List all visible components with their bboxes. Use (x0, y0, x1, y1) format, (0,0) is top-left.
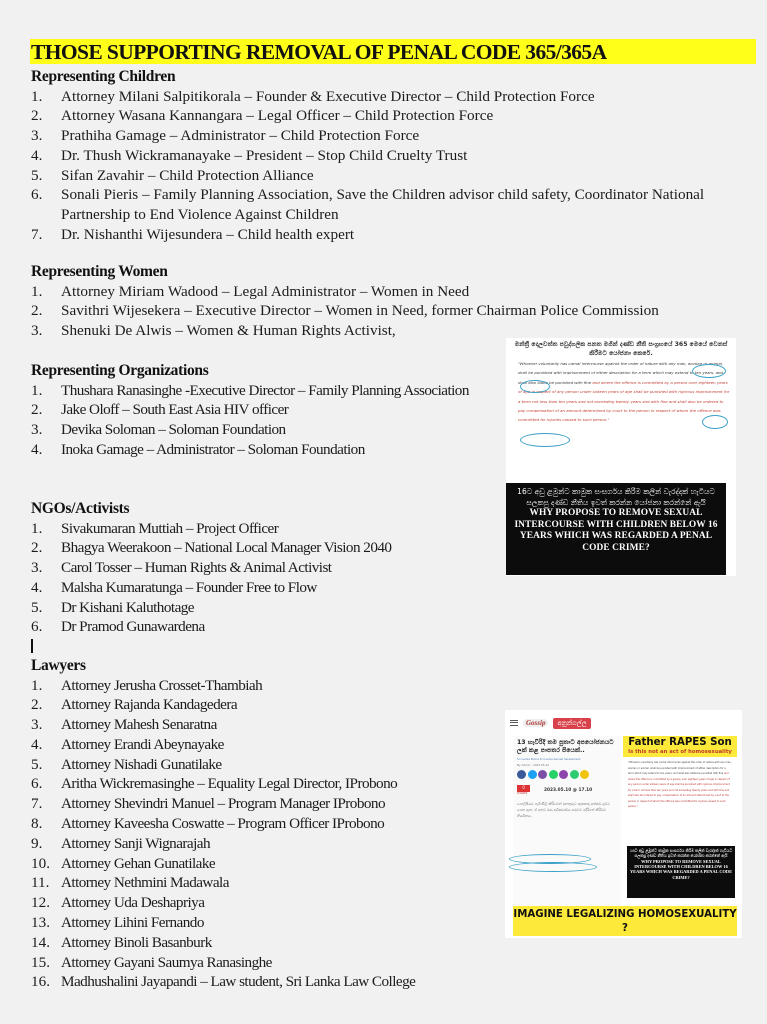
mini-question-banner (627, 846, 735, 898)
item-number: 10. (31, 854, 50, 872)
social-share-icons (513, 767, 621, 782)
list-item (31, 953, 511, 973)
sinhala-banner-text: 16ට අඩු ළමුන්ට කාමුක සංසර්ගය කිරීම කලින් වැරද්දක් හැටියට සලකපු දණ්ඩ නීතිය ඉවත් කරන්න යෝජනා කරන්නේ ඇයි (517, 487, 715, 507)
highlight-oval (509, 862, 597, 872)
collage-subtitle: Is this not an act of homosexuality (628, 749, 732, 755)
article-author: By Admin · 2023.05.10 (517, 763, 550, 767)
article-date: 2023.05.10 @ 17.10 (544, 787, 593, 793)
mini-quote-text: "Whoever voluntarily has carnal intercourse against the order of nature with any man, woman or animal, shall be punished with imprisonment of either description for a term which may extend to ten years, and shall also liable be punished with fine (628, 761, 732, 775)
item-text: Attorney Rajanda Kandagedera (61, 696, 238, 714)
list-item (31, 282, 761, 302)
list-item (31, 774, 511, 794)
item-text: Attorney Gehan Gunatilake (61, 854, 216, 872)
list-item (31, 87, 761, 107)
article-headline: 13 හැවිරිදි තම පුතාට අපයෝජනයට ලක් කළ පාපතර පියෙක්.. (517, 739, 614, 754)
mini-quote-red-text: and where the offence is committed by a person over eighteen years of age in respect of any person under sixteen years of age shall be punished with rigorous imprisonment for a term not less than ten years and not exceeding twenty years and with fine and shall also be ordered to pay compensation of an amount determined by court to the person in respect of whom the offence was committed for injuries caused to such person." (628, 772, 730, 808)
item-number: 4. (31, 735, 43, 753)
site-logo: Gossip (523, 719, 548, 727)
item-number: 1. (31, 87, 43, 105)
article-tags: Sri Lanka Police Sri Lanka Sexual harassment (517, 757, 581, 761)
item-text: Carol Tosser – Human Rights & Animal Activist (61, 559, 332, 577)
list-item (31, 834, 511, 854)
section-representing-children (31, 67, 761, 245)
item-number: 2. (31, 302, 43, 320)
item-number: 2. (31, 539, 43, 557)
item-number: 15. (31, 953, 50, 971)
list-item (31, 617, 501, 637)
item-text: Bhagya Weerakoon – National Local Manager Vision 2040 (61, 539, 392, 557)
list-item (31, 972, 511, 992)
item-text: Jake Oloff – South East Asia HIV officer (61, 401, 289, 419)
item-text: Prathiha Gamage – Administrator – Child Protection Force (61, 127, 420, 145)
list-item (31, 185, 761, 225)
item-number: 6. (31, 618, 43, 636)
item-text: Attorney Milani Salpitikorala – Founder & Executive Director – Child Protection Force (61, 87, 595, 105)
item-number: 1. (31, 519, 43, 537)
item-text: Attorney Uda Deshapriya (61, 894, 205, 912)
item-text: Thushara Ranasinghe -Executive Director – Family Planning Association (61, 381, 469, 399)
list-item (31, 893, 511, 913)
item-text: Dr Pramod Gunawardena (61, 618, 205, 636)
mini-penal-code-quote (623, 757, 737, 827)
penal-code-image (506, 338, 736, 576)
item-text: Sifan Zavahir – Child Protection Alliance (61, 166, 314, 184)
article-body: පොලිසියට පැමිණිලි කිරීමෙන් අනතුරුව සැකකරු අත්අඩංගුවට ගෙන ඇත. ඒ අනුව ඔහු අධිකරණය හමුවට ඉදිරිපත් කිරීමට නියමිතය. (517, 802, 610, 818)
item-text: Attorney Gayani Saumya Ranasinghe (61, 953, 272, 971)
item-number: 8. (31, 815, 43, 833)
item-number: 5. (31, 598, 43, 616)
item-text: Attorney Mahesh Senaratna (61, 716, 217, 734)
item-text: Attorney Shevindri Manuel – Program Manager IProbono (61, 795, 386, 813)
item-number: 13. (31, 914, 50, 932)
section-ngos-activists (31, 499, 501, 637)
line-icon (570, 770, 579, 779)
item-text: Attorney Sanji Wignarajah (61, 834, 211, 852)
item-number: 6. (31, 775, 43, 793)
question-banner (506, 483, 726, 575)
item-text: Madhushalini Jayapandi – Law student, Sri Lanka Law College (61, 973, 416, 991)
list-item (31, 301, 761, 321)
list-item (31, 814, 511, 834)
list-item (31, 558, 501, 578)
collage-right-panel (623, 736, 737, 911)
item-number: 3. (31, 716, 43, 734)
item-number: 4. (31, 578, 43, 596)
item-text: Attorney Jerusha Crosset-Thambiah (61, 676, 263, 694)
list-item (31, 440, 491, 460)
section-heading: Representing Organizations (31, 362, 209, 379)
list-item (31, 381, 491, 401)
collage-title: Father RAPES Son (628, 737, 732, 748)
item-text: Attorney Kaveesha Coswatte – Program Officer IProbono (61, 815, 385, 833)
news-article (513, 736, 621, 911)
quote-red-text: and where the offence is committed by a person over eighteen years of age in respect of any person under sixteen years of age shall be punished with rigorous imprisonment for a term not less than ten years and not exceeding twenty years and with fine and shall also be ordered to pay compensation of an amount determined by court to the person in respect of whom the offence was committed for injuries caused to such person." (518, 379, 730, 423)
item-number: 16. (31, 973, 50, 991)
item-list (31, 381, 491, 460)
section-heading: Representing Women (31, 263, 168, 280)
item-number: 12. (31, 894, 50, 912)
list-item (31, 913, 511, 933)
english-banner-text: WHY PROPOSE TO REMOVE SEXUAL INTERCOURSE WITH CHILDREN BELOW 16 YEARS WHICH WAS REGARDED A PENAL CODE CRIME? (514, 508, 718, 553)
news-collage-image (505, 710, 742, 938)
list-item (31, 166, 761, 186)
item-list (31, 519, 501, 638)
highlight-oval (692, 364, 726, 378)
section-representing-organizations (31, 361, 491, 460)
item-number: 1. (31, 381, 43, 399)
item-number: 2. (31, 401, 43, 419)
item-list (31, 282, 761, 341)
item-text: Attorney Binoli Basanburk (61, 933, 212, 951)
viber-icon (559, 770, 568, 779)
twitter-icon (528, 770, 537, 779)
item-number: 7. (31, 795, 43, 813)
item-number: 1. (31, 282, 43, 300)
section-heading: NGOs/Activists (31, 500, 130, 517)
imagine-banner: IMAGINE LEGALIZING HOMOSEXUALITY ? (513, 906, 737, 936)
category-tag: අනුන්ගල්ල (553, 718, 590, 729)
list-item (31, 854, 511, 874)
sinhala-heading: මන්ත්‍රී දොලවත්ත පවුද්ගලික පනත මගින් දණ්ඩ නීති සංග්‍රහයේ 365 මෙයේ වෙනස් කිරීමට යෝජනා කෙරේ. (514, 341, 728, 357)
list-item (31, 933, 511, 953)
item-number: 14. (31, 933, 50, 951)
item-text: Attorney Nishadi Gunatilake (61, 755, 222, 773)
list-item (31, 126, 761, 146)
item-text: Attorney Erandi Abeynayake (61, 735, 224, 753)
list-item (31, 735, 511, 755)
highlight-oval (702, 415, 728, 429)
whatsapp-icon (549, 770, 558, 779)
section-representing-women (31, 262, 761, 341)
item-text: Dr. Nishanthi Wijesundera – Child health expert (61, 226, 355, 244)
section-lawyers (31, 656, 511, 992)
list-item (31, 794, 511, 814)
item-text: Attorney Miriam Wadood – Legal Administrator – Women in Need (61, 282, 470, 300)
item-number: 3. (31, 559, 43, 577)
item-text: Aritha Wickremasinghe – Equality Legal Director, IProbono (61, 775, 398, 793)
list-item (31, 578, 501, 598)
item-text: Dr. Thush Wickramanayake – President – Stop Child Cruelty Trust (61, 146, 468, 164)
list-item (31, 225, 761, 245)
item-text: Attorney Lihini Fernando (61, 914, 204, 932)
item-number: 7. (31, 226, 43, 244)
list-item (31, 695, 511, 715)
menu-icon (510, 720, 518, 726)
list-item (31, 755, 511, 775)
mini-english-banner: WHY PROPOSE TO REMOVE SEXUAL INTERCOURSE WITH CHILDREN BELOW 16 YEARS WHICH WAS REGARDED A PENAL CODE CRIME? (629, 858, 733, 880)
collage-title-box (623, 736, 737, 757)
highlight-oval (520, 433, 570, 447)
item-number: 11. (31, 874, 50, 892)
item-number: 2. (31, 107, 43, 125)
highlight-oval (520, 380, 550, 393)
list-item (31, 873, 511, 893)
share-row (513, 782, 621, 798)
item-text: Attorney Nethmini Madawala (61, 874, 229, 892)
list-item (31, 519, 501, 539)
news-site-header (510, 714, 620, 732)
list-item (31, 598, 501, 618)
share-count: 0 (517, 785, 530, 792)
share-icon (580, 770, 589, 779)
item-number: 4. (31, 440, 43, 458)
item-text: Sivakumaran Muttiah – Project Officer (61, 519, 279, 537)
item-list (31, 87, 761, 245)
item-number: 1. (31, 676, 43, 694)
item-number: 9. (31, 834, 43, 852)
list-item (31, 715, 511, 735)
text-cursor (31, 639, 33, 653)
list-item (31, 400, 491, 420)
item-number: 3. (31, 322, 43, 340)
document-title: THOSE SUPPORTING REMOVAL OF PENAL CODE 365/365A (30, 39, 756, 64)
item-text: Savithri Wijesekera – Executive Director – Women in Need, former Chairman Police Commission (61, 302, 659, 320)
mini-sinhala-banner: 16ට අඩු ළමුන්ට කාමුක සංසර්ගය කිරීම කලින් වැරද්දක් හැටියට සලකපු දණ්ඩ නීතිය ඉවත් කරන්න යෝජනා කරන්නේ ඇයි (629, 848, 733, 859)
shares-label: SHARES (517, 792, 528, 795)
item-text: Malsha Kumaratunga – Founder Free to Flow (61, 578, 317, 596)
item-text: Sonali Pieris – Family Planning Association, Save the Children advisor child safety, Coordinator National Partnership to End Violence Against Children (61, 186, 705, 224)
item-number: 2. (31, 696, 43, 714)
list-item (31, 676, 511, 696)
item-text: Devika Soloman – Soloman Foundation (61, 421, 286, 439)
section-heading: Representing Children (31, 68, 176, 85)
item-text: Inoka Gamage – Administrator – Soloman Foundation (61, 440, 365, 458)
item-number: 5. (31, 755, 43, 773)
item-number: 3. (31, 127, 43, 145)
item-number: 5. (31, 166, 43, 184)
list-item (31, 538, 501, 558)
item-list (31, 676, 511, 993)
item-text: Attorney Wasana Kannangara – Legal Officer – Child Protection Force (61, 107, 494, 125)
list-item (31, 146, 761, 166)
facebook-icon (517, 770, 526, 779)
messenger-icon (538, 770, 547, 779)
item-number: 3. (31, 421, 43, 439)
item-text: Dr Kishani Kaluthotage (61, 598, 194, 616)
quote-black-text: "Whoever voluntarily has carnal intercourse against the order of nature with any man, woman or animal, shall be punished with imprisonment of either description for a term which may extend to ten years, and shall also liable be punished with fine (518, 361, 724, 385)
item-number: 4. (31, 146, 43, 164)
item-text: Shenuki De Alwis – Women & Human Rights Activist, (61, 322, 396, 340)
section-heading: Lawyers (31, 657, 86, 674)
list-item (31, 420, 491, 440)
list-item (31, 106, 761, 126)
item-number: 6. (31, 186, 43, 204)
